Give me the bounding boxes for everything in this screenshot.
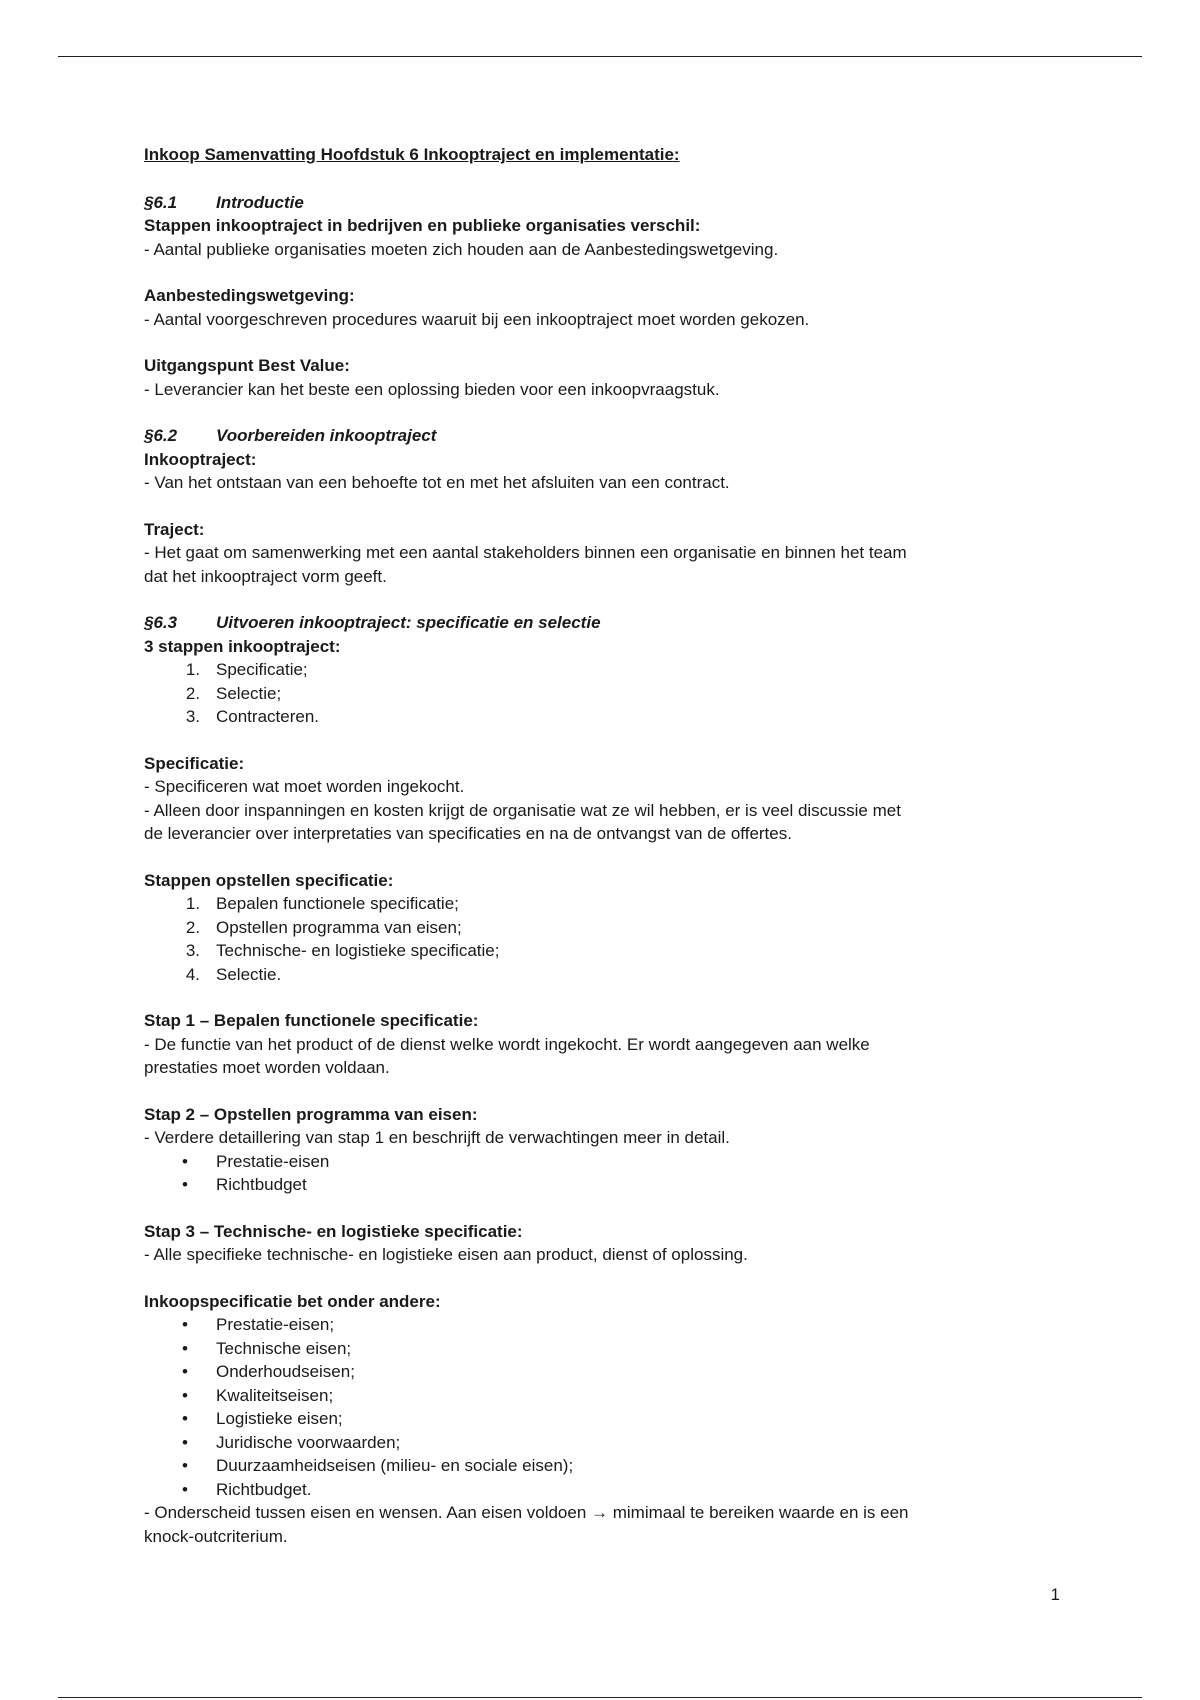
block-text: - De functie van het product of de dienst welke wordt ingekocht. Er wordt aangegeven aan welke [144, 1034, 870, 1054]
block-text: de leverancier over interpretaties van specificaties en na de ontvangst van de offertes. [144, 824, 792, 843]
block-heading: Aanbestedingswetgeving: [144, 286, 355, 305]
list-item: • Prestatie-eisen [144, 1150, 1074, 1174]
block-inkooptraject [144, 448, 1074, 495]
block-heading: Specificatie: [144, 753, 245, 773]
bullet-icon: • [182, 1456, 188, 1475]
list-item: 2. Opstellen programma van eisen; [144, 916, 1074, 940]
section-6-2-heading [144, 424, 1074, 448]
block-specificatie [144, 752, 1074, 846]
block-text: dat het inkooptraject vorm geeft. [144, 566, 387, 586]
block-heading: 3 stappen inkooptraject: [144, 636, 341, 656]
block-stap-3 [144, 1220, 1074, 1267]
bullet-icon: • [182, 1362, 188, 1381]
list-item: 1. Bepalen functionele specificatie; [144, 892, 1074, 916]
section-6-1-heading [144, 191, 1074, 215]
block-text: - Alle specifieke technische- en logistieke eisen aan product, dienst of oplossing. [144, 1245, 748, 1264]
bullet-icon: • [182, 1338, 188, 1358]
block-text: - Aantal publieke organisaties moeten zich houden aan de Aanbestedingswetgeving. [144, 239, 779, 259]
list-marker: 2. [185, 683, 200, 703]
block-heading: Traject: [144, 519, 205, 539]
bullet-icon: • [182, 1385, 188, 1405]
block-inkoopspecificatie [144, 1290, 1074, 1549]
numbered-list [144, 892, 1074, 986]
list-item: 3. Contracteren. [144, 705, 1074, 729]
bullet-icon: • [182, 1315, 188, 1334]
block-text: - Het gaat om samenwerking met een aantal stakeholders binnen een organisatie en binnen het team [144, 543, 907, 562]
block-heading: Stappen opstellen specificatie: [144, 870, 394, 890]
bullet-icon: • [182, 1175, 188, 1194]
list-item: • Duurzaamheidseisen (milieu- en sociale eisen); [144, 1454, 1074, 1478]
block-aanbestedingswetgeving [144, 284, 1074, 331]
block-3-stappen [144, 635, 1074, 729]
block-heading: Stap 1 – Bepalen functionele specificatie: [144, 1011, 479, 1030]
block-stap-1 [144, 1009, 1074, 1080]
block-heading: Uitgangspunt Best Value: [144, 356, 350, 375]
block-text: knock-outcriterium. [144, 1526, 288, 1546]
section-6-3-heading [144, 611, 1074, 635]
block-text: - Aantal voorgeschreven procedures waaruit bij een inkooptraject moet worden gekozen. [144, 309, 810, 329]
header-rule [58, 56, 1142, 57]
list-item: 2. Selectie; [144, 682, 1074, 706]
section-number: §6.2 [144, 426, 178, 445]
list-marker: 1. [185, 660, 200, 679]
list-item: 4. Selectie. [144, 963, 1074, 987]
numbered-list [144, 658, 1074, 729]
block-text: - Leverancier kan het beste een oplossing bieden voor een inkoopvraagstuk. [144, 379, 720, 399]
section-title: Introductie [216, 192, 304, 212]
document-title: Inkoop Samenvatting Hoofdstuk 6 Inkooptraject en implementatie: [144, 145, 680, 164]
bullet-list [144, 1313, 1074, 1501]
list-marker: 1. [185, 894, 200, 913]
page-number: 1 [1050, 1585, 1060, 1604]
list-item: • Prestatie-eisen; [144, 1313, 1074, 1337]
block-traject [144, 518, 1074, 589]
list-item: • Richtbudget [144, 1173, 1074, 1197]
block-heading: Stappen inkooptraject in bedrijven en publieke organisaties verschil: [144, 216, 701, 235]
block-heading: Inkoopspecificatie bet onder andere: [144, 1291, 441, 1311]
block-stappen-verschil [144, 214, 1074, 261]
bullet-icon: • [182, 1409, 188, 1428]
list-item: • Logistieke eisen; [144, 1407, 1074, 1431]
list-item: 1. Specificatie; [144, 658, 1074, 682]
block-heading: Stap 2 – Opstellen programma van eisen: [144, 1104, 478, 1124]
section-title: Uitvoeren inkooptraject: specificatie en selectie [216, 613, 601, 632]
block-heading: Inkooptraject: [144, 449, 257, 469]
list-marker: 3. [185, 707, 200, 726]
list-marker: 2. [185, 917, 200, 937]
block-stap-2 [144, 1103, 1074, 1197]
block-text: - Alleen door inspanningen en kosten krijgt de organisatie wat ze wil hebben, er is veel discussie met [144, 800, 901, 820]
block-text: - Specificeren wat moet worden ingekocht. [144, 777, 465, 796]
block-best-value [144, 354, 1074, 401]
bullet-icon: • [182, 1479, 188, 1499]
block-text: - Verdere detaillering van stap 1 en beschrijft de verwachtingen meer in detail. [144, 1128, 730, 1147]
list-marker: 4. [185, 964, 200, 984]
block-heading: Stap 3 – Technische- en logistieke specificatie: [144, 1221, 523, 1241]
section-number: §6.1 [144, 192, 178, 212]
bullet-icon: • [182, 1151, 188, 1171]
section-number: §6.3 [144, 613, 178, 632]
bullet-list [144, 1150, 1074, 1197]
block-text: - Van het ontstaan van een behoefte tot en met het afsluiten van een contract. [144, 473, 730, 492]
footer-rule [58, 1697, 1142, 1698]
document-body [144, 143, 1074, 1571]
list-item: • Juridische voorwaarden; [144, 1431, 1074, 1455]
list-item: • Richtbudget. [144, 1478, 1074, 1502]
list-marker: 3. [185, 941, 200, 960]
block-text: prestaties moet worden voldaan. [144, 1058, 390, 1077]
block-stappen-opstellen [144, 869, 1074, 987]
bullet-icon: • [182, 1432, 188, 1452]
list-item: 3. Technische- en logistieke specificatie; [144, 939, 1074, 963]
section-title: Voorbereiden inkooptraject [216, 426, 437, 445]
list-item: • Kwaliteitseisen; [144, 1384, 1074, 1408]
block-text: - Onderscheid tussen eisen en wensen. Aan eisen voldoen → mimimaal te bereiken waarde en is een [144, 1503, 909, 1522]
list-item: • Onderhoudseisen; [144, 1360, 1074, 1384]
list-item: • Technische eisen; [144, 1337, 1074, 1361]
